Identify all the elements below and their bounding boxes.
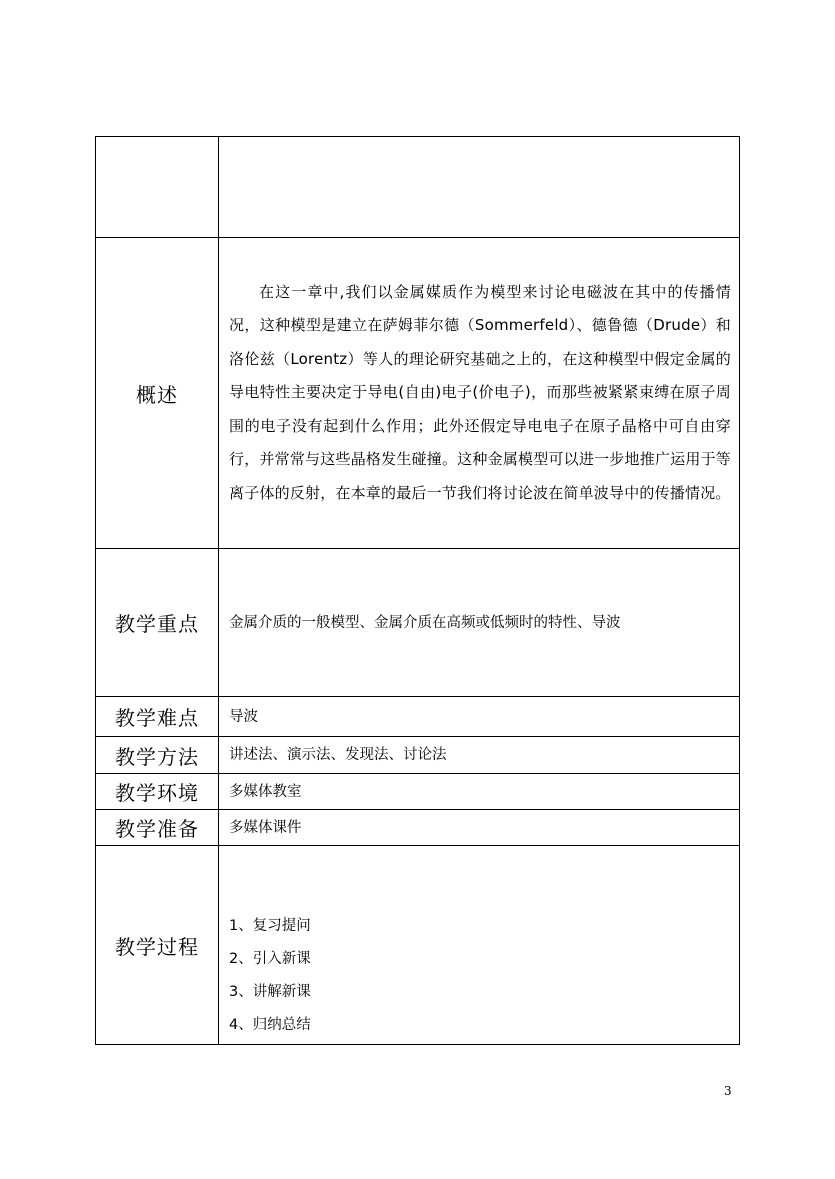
overview-label: 概述 [96, 238, 219, 549]
difficulties-content: 导波 [219, 697, 740, 737]
preparation-content: 多媒体课件 [219, 810, 740, 846]
row-label [96, 137, 219, 238]
environment-label: 教学环境 [96, 774, 219, 810]
process-steps [229, 910, 731, 1042]
key-points-label: 教学重点 [96, 549, 219, 697]
table-row-blank [96, 137, 740, 238]
preparation-label: 教学准备 [96, 810, 219, 846]
overview-content [219, 238, 740, 549]
table-row-difficulties [96, 697, 740, 737]
difficulties-label: 教学难点 [96, 697, 219, 737]
lesson-plan-table [95, 136, 740, 1045]
list-item: 3、讲解新课 [229, 984, 311, 1000]
key-points-content: 金属介质的一般模型、金属介质在高频或低频时的特性、导波 [219, 549, 740, 697]
environment-content: 多媒体教室 [219, 774, 740, 810]
page-number: 3 [724, 1084, 732, 1098]
list-item: 1、复习提问 [229, 918, 311, 934]
process-label: 教学过程 [96, 846, 219, 1045]
row-content [219, 137, 740, 238]
table-row-process [96, 846, 740, 1045]
process-content [219, 846, 740, 1045]
list-item: 2、引入新课 [229, 951, 311, 967]
table-row-key-points [96, 549, 740, 697]
table-row-methods [96, 737, 740, 774]
overview-paragraph: 在这一章中,我们以金属媒质作为模型来讨论电磁波在其中的传播情况，这种模型是建立在萨姆菲尔德（Sommerfeld）、德鲁德（Drude）和洛伦兹（Lorentz）等人的理论研究基础之上的，在这种模型中假定金属的导电特性主要决定于导电(自由)电子(价电子)，而那些被紧紧束缚在原子周围的电子没有起到什么作用；此外还假定导电电子在原子晶格中可自由穿行，并常常与这些晶格发生碰撞。这种金属模型可以进一步地推广运用于等离子体的反射，在本章的最后一节我们将讨论波在简单波导中的传播情况。 [229, 283, 731, 502]
methods-label: 教学方法 [96, 737, 219, 774]
table-row-overview [96, 238, 740, 549]
table-row-environment [96, 774, 740, 810]
list-item: 4、归纳总结 [229, 1017, 311, 1033]
methods-content: 讲述法、演示法、发现法、讨论法 [219, 737, 740, 774]
table-row-preparation [96, 810, 740, 846]
